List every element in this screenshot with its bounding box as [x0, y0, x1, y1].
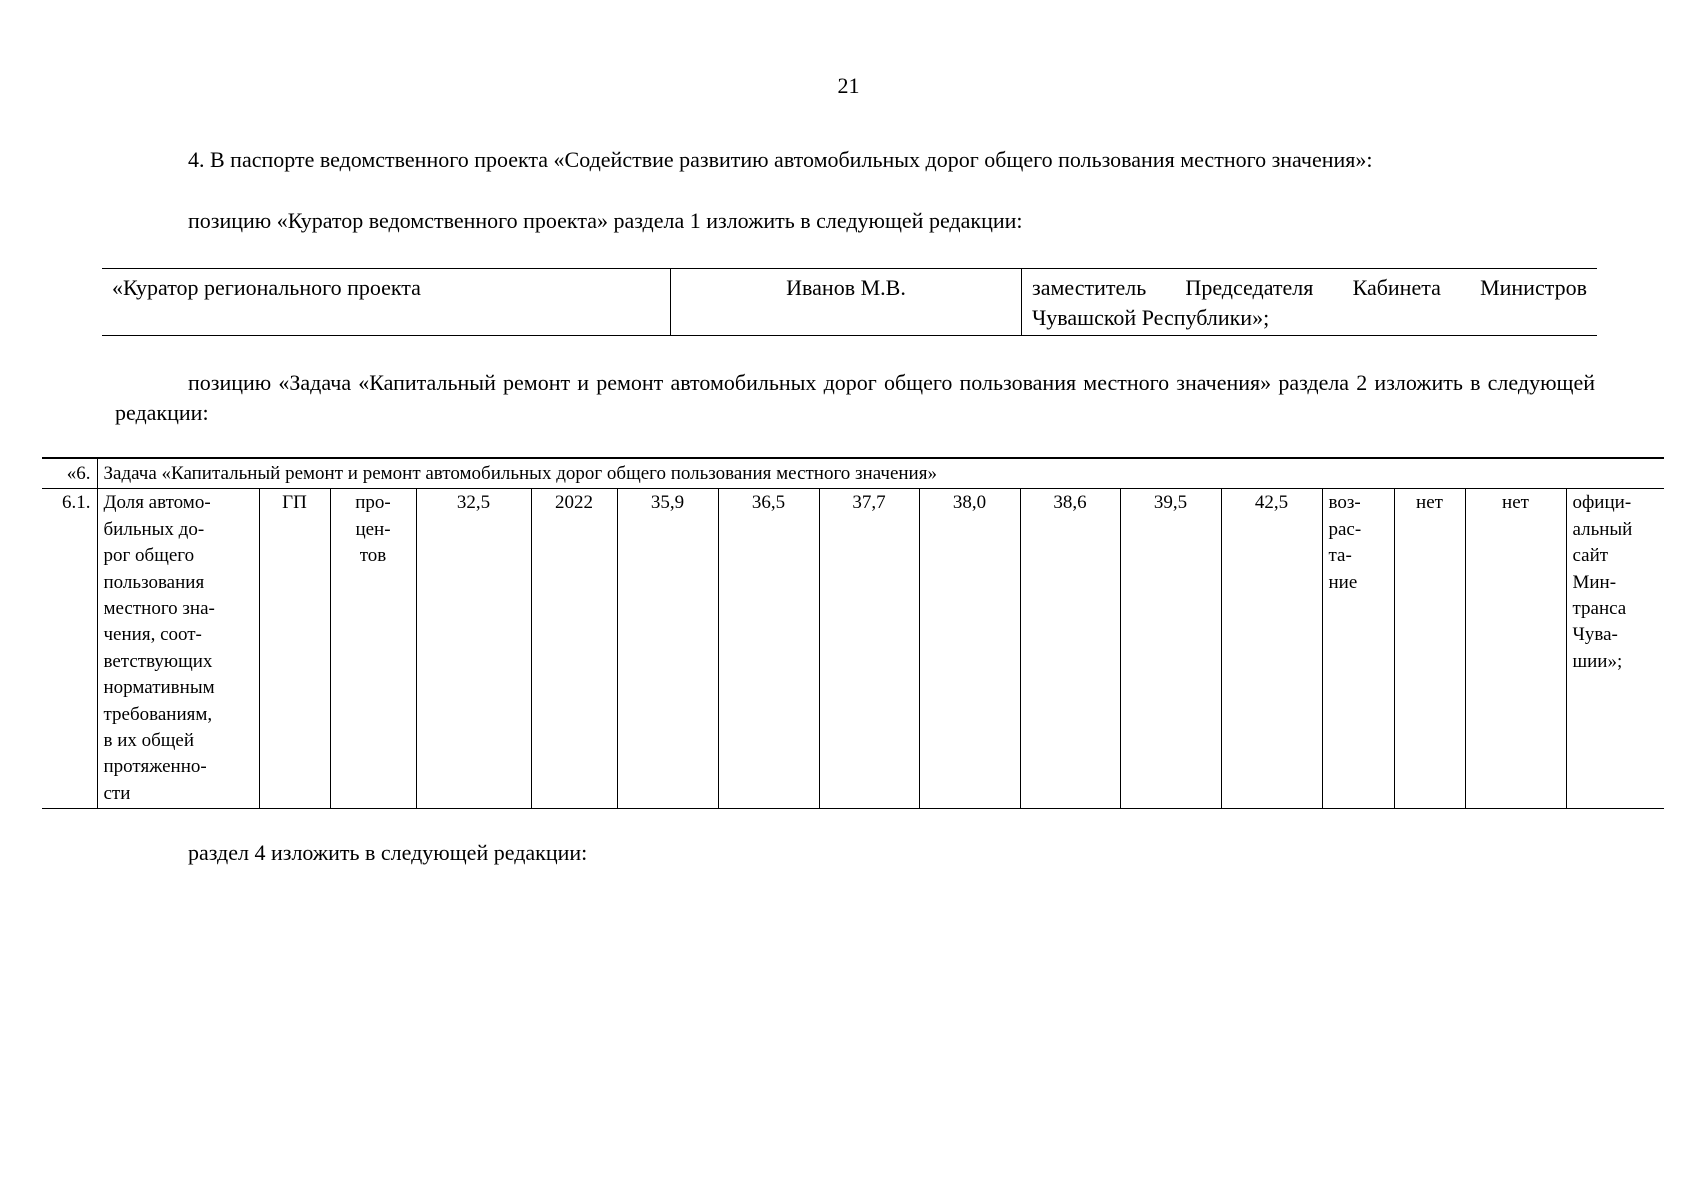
section4-paragraph: раздел 4 изложить в следующей редакции: — [188, 840, 588, 865]
curator-name: Иванов М.В. — [671, 269, 1022, 336]
curator-table — [102, 268, 1597, 336]
curator-position: заместитель Председателя Кабинета Министров Чувашской Республики»; — [1022, 269, 1598, 336]
curator-row — [102, 269, 1597, 336]
task-table — [42, 457, 1664, 809]
value-cell: 38,0 — [919, 489, 1020, 809]
value-cell: 42,5 — [1221, 489, 1322, 809]
trend-cell: воз- рас- та- ние — [1322, 489, 1394, 809]
base-value-cell: 32,5 — [416, 489, 531, 809]
row-number: 6.1. — [42, 489, 97, 809]
indicator-name: Доля автомо- бильных до- рог общего пользования местного зна- чения, соот- ветствующих нормативным требованиям, в их общей протяженно- сти — [97, 489, 259, 809]
value-cell: 39,5 — [1120, 489, 1221, 809]
base-year-cell: 2022 — [531, 489, 617, 809]
value-cell: 38,6 — [1020, 489, 1120, 809]
flag-cell: нет — [1465, 489, 1566, 809]
curator-position-paragraph: позицию «Куратор ведомственного проекта» раздела 1 изложить в следующей редакции: — [188, 208, 1023, 233]
task-header-title: Задача «Капитальный ремонт и ремонт автомобильных дорог общего пользования местного значения» — [97, 458, 1664, 489]
task-data-row — [42, 489, 1664, 809]
value-cell: 37,7 — [819, 489, 919, 809]
intro-paragraph: 4. В паспорте ведомственного проекта «Содействие развитию автомобильных дорог общего пользования местного значения»: — [188, 147, 1373, 172]
page-number: 21 — [837, 73, 860, 98]
curator-label: «Куратор регионального проекта — [102, 269, 671, 336]
source-cell: офици- альный сайт Мин- транса Чува- шии»; — [1566, 489, 1664, 809]
unit-cell: про- цен- тов — [330, 489, 416, 809]
task-header-number: «6. — [42, 458, 97, 489]
task-position-paragraph: позицию «Задача «Капитальный ремонт и ремонт автомобильных дорог общего пользования местного значения» раздела 2 изложить в следующей редакции: — [115, 370, 1595, 425]
task-header-row — [42, 458, 1664, 489]
value-cell: 36,5 — [718, 489, 819, 809]
flag-cell: нет — [1394, 489, 1465, 809]
level-cell: ГП — [259, 489, 330, 809]
value-cell: 35,9 — [617, 489, 718, 809]
